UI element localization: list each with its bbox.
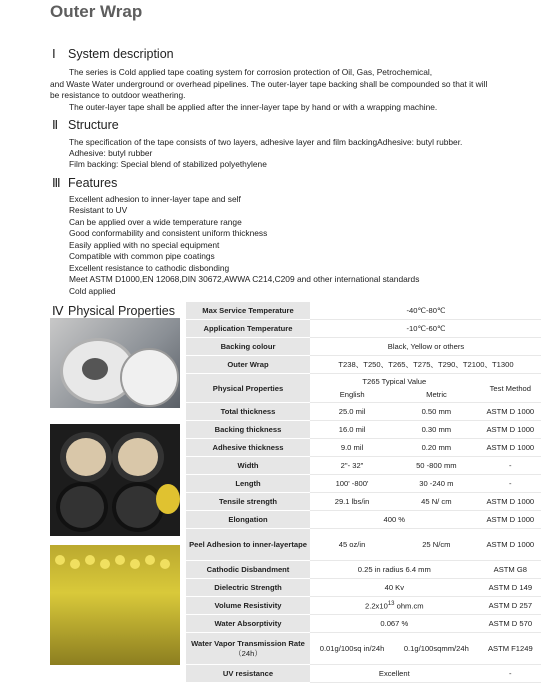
feature-item: Resistant to UV bbox=[69, 205, 128, 215]
table-row bbox=[186, 511, 541, 529]
page-title: Outer Wrap bbox=[50, 2, 143, 21]
table-row bbox=[186, 493, 541, 511]
row-label: Dielectric Strength bbox=[186, 579, 310, 597]
section-heading-features: Ⅲ Features bbox=[52, 176, 118, 190]
row-label: Tensile strength bbox=[186, 493, 310, 511]
english-value: 0.01g/100sq in/24h bbox=[310, 633, 394, 665]
row-value: 0.067 % bbox=[310, 615, 479, 633]
row-label: UV resistance bbox=[186, 665, 310, 683]
row-label: Cathodic Disbandment bbox=[186, 561, 310, 579]
table-row bbox=[186, 579, 541, 597]
metric-value: 50 -800 mm bbox=[394, 457, 479, 475]
table-row bbox=[186, 302, 541, 320]
description-line-4: The outer-layer tape shall be applied after the inner-layer tape by hand or with a wrapping machine. bbox=[69, 102, 438, 112]
header-label: Physical Properties bbox=[186, 374, 310, 403]
test-method: ASTM D 1000 bbox=[479, 511, 541, 529]
row-label: Outer Wrap bbox=[186, 356, 310, 374]
metric-value: 0.50 mm bbox=[394, 403, 479, 421]
row-label: Application Temperature bbox=[186, 320, 310, 338]
table-row bbox=[186, 421, 541, 439]
table-row bbox=[186, 561, 541, 579]
metric-column-header: Metric bbox=[426, 390, 447, 399]
test-method: ASTM D 149 bbox=[479, 579, 541, 597]
row-value: 400 % bbox=[310, 511, 479, 529]
row-value: Excellent bbox=[310, 665, 479, 683]
table-row bbox=[186, 439, 541, 457]
row-value: 40 Kv bbox=[310, 579, 479, 597]
metric-value: 0.20 mm bbox=[394, 439, 479, 457]
section-heading-structure: Ⅱ Structure bbox=[52, 118, 119, 132]
structure-line-3: Film backing: Special blend of stabilized polyethylene bbox=[69, 159, 267, 169]
row-label: Width bbox=[186, 457, 310, 475]
row-label: Length bbox=[186, 475, 310, 493]
row-label: Peel Adhesion to inner-layertape bbox=[186, 529, 310, 561]
row-label: Backing thickness bbox=[186, 421, 310, 439]
feature-item: Excellent adhesion to inner-layer tape and self bbox=[69, 194, 241, 204]
english-value: 25.0 mil bbox=[310, 403, 394, 421]
feature-item: Excellent resistance to cathodic disbonding bbox=[69, 263, 230, 273]
test-method: ASTM D 1000 bbox=[479, 421, 541, 439]
description-line-2: and Waste Water underground or overhead pipelines. The outer-layer tape backing shall be compounded so that it will bbox=[50, 79, 488, 89]
section-heading-system-description: Ⅰ System description bbox=[52, 47, 174, 61]
feature-item: Good conformability and consistent uniform thickness bbox=[69, 228, 268, 238]
english-value: 9.0 mil bbox=[310, 439, 394, 457]
table-row bbox=[186, 633, 541, 665]
row-value: T238、T250、T265、T275、T290、T2100、T1300 bbox=[310, 356, 541, 374]
english-value: 100' -800' bbox=[310, 475, 394, 493]
test-method: ASTM D 1000 bbox=[479, 529, 541, 561]
feature-item: Easily applied with no special equipment bbox=[69, 240, 220, 250]
english-value: 29.1 lbs/in bbox=[310, 493, 394, 511]
feature-item: Cold applied bbox=[69, 286, 116, 296]
feature-item: Compatible with common pipe coatings bbox=[69, 251, 215, 261]
metric-value: 45 N/ cm bbox=[394, 493, 479, 511]
english-column-header: English bbox=[339, 390, 365, 399]
tape-rolls-photo-gray bbox=[50, 318, 180, 408]
physical-properties-table bbox=[186, 302, 541, 683]
test-method: - bbox=[479, 457, 541, 475]
row-value: Black, Yellow or others bbox=[310, 338, 541, 356]
row-value: -40℃-80℃ bbox=[310, 302, 541, 320]
test-method: ASTM D 1000 bbox=[479, 403, 541, 421]
english-value: 16.0 mil bbox=[310, 421, 394, 439]
english-value: 45 oz/in bbox=[310, 529, 394, 561]
section-heading-physical-properties: Ⅳ Physical Properties bbox=[52, 304, 175, 318]
row-label: Backing colour bbox=[186, 338, 310, 356]
test-method: ASTM G8 bbox=[479, 561, 541, 579]
metric-value: 30 -240 m bbox=[394, 475, 479, 493]
test-method: ASTM F1249 bbox=[479, 633, 541, 665]
description-line-1: The series is Cold applied tape coating system for corrosion protection of Oil, Gas, Petrochemical, bbox=[69, 67, 433, 77]
test-method: - bbox=[479, 475, 541, 493]
row-label: Water Vapor Transmission Rate （24h） bbox=[186, 633, 310, 665]
metric-value: 0.1g/100sqmm/24h bbox=[394, 633, 479, 665]
tape-rolls-photo-black bbox=[50, 424, 180, 536]
row-label: Water Absorptivity bbox=[186, 615, 310, 633]
table-row bbox=[186, 338, 541, 356]
test-method: - bbox=[479, 665, 541, 683]
table-row bbox=[186, 457, 541, 475]
coated-pipes-photo-yellow bbox=[50, 545, 180, 665]
test-method: ASTM D 1000 bbox=[479, 493, 541, 511]
structure-line-2: Adhesive: butyl rubber bbox=[69, 148, 153, 158]
metric-value: 25 N/cm bbox=[394, 529, 479, 561]
table-row bbox=[186, 320, 541, 338]
test-method: ASTM D 570 bbox=[479, 615, 541, 633]
typical-value-header bbox=[310, 374, 479, 403]
table-row bbox=[186, 403, 541, 421]
english-value: 2"- 32" bbox=[310, 457, 394, 475]
table-row bbox=[186, 356, 541, 374]
test-method-header: Test Method bbox=[479, 374, 541, 403]
row-label: Adhesive thickness bbox=[186, 439, 310, 457]
table-row bbox=[186, 529, 541, 561]
row-value: $2.2x10^{13}$ ohm.cm bbox=[310, 597, 479, 615]
description-line-3: be resistance to outdoor weathering. bbox=[50, 90, 186, 100]
test-method: ASTM D 1000 bbox=[479, 439, 541, 457]
test-method: ASTM D 257 bbox=[479, 597, 541, 615]
table-row bbox=[186, 597, 541, 615]
metric-value: 0.30 mm bbox=[394, 421, 479, 439]
table-header-row bbox=[186, 374, 541, 403]
row-value: 0.25 in radius 6.4 mm bbox=[310, 561, 479, 579]
row-value: -10℃-60℃ bbox=[310, 320, 541, 338]
row-label: Volume Resistivity bbox=[186, 597, 310, 615]
table-row bbox=[186, 615, 541, 633]
structure-line-1: The specification of the tape consists of two layers, adhesive layer and film backingAdhesive: butyl rubber. bbox=[69, 137, 463, 147]
feature-item: Meet ASTM D1000,EN 12068,DIN 30672,AWWA C214,C209 and other international standards bbox=[69, 274, 420, 284]
typical-value-title: T265 Typical Value bbox=[362, 377, 427, 386]
row-label: Max Service Temperature bbox=[186, 302, 310, 320]
row-label: Elongation bbox=[186, 511, 310, 529]
table-row bbox=[186, 475, 541, 493]
row-label: Total thickness bbox=[186, 403, 310, 421]
feature-item: Can be applied over a wide temperature range bbox=[69, 217, 242, 227]
